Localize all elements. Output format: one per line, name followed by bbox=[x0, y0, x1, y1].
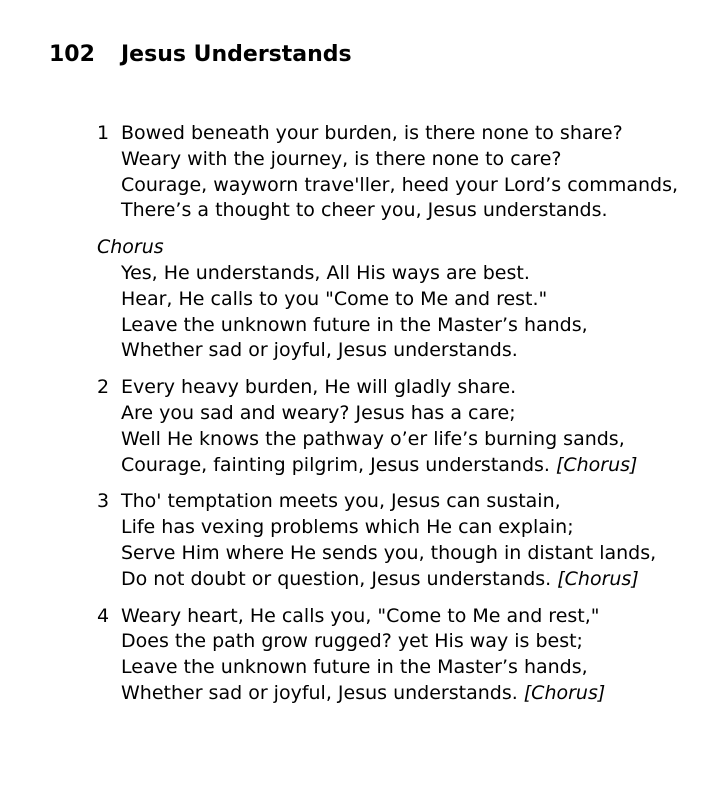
verse-line-text: Courage, wayworn trave'ller, heed your Lord’s commands, bbox=[121, 173, 679, 196]
chorus-reference: [Chorus] bbox=[555, 453, 638, 476]
verse-line-text: Courage, fainting pilgrim, Jesus understands. bbox=[121, 453, 550, 476]
verse-line bbox=[97, 453, 709, 479]
verse-line-text: There’s a thought to cheer you, Jesus understands. bbox=[121, 199, 608, 222]
verse-number: 3 bbox=[97, 490, 110, 513]
chorus-reference: [Chorus] bbox=[523, 681, 606, 704]
verse-line-text: Bowed beneath your burden, is there none to share? bbox=[121, 122, 623, 144]
chorus-line: Leave the unknown future in the Master’s hands, bbox=[121, 313, 588, 336]
verse-line bbox=[97, 541, 709, 567]
verse-number: 2 bbox=[97, 376, 110, 399]
verse-line bbox=[97, 629, 709, 655]
verse-1 bbox=[97, 121, 709, 224]
verse-line bbox=[97, 427, 709, 453]
verse-line bbox=[97, 198, 709, 224]
verse-line-text: Serve Him where He sends you, though in distant lands, bbox=[121, 541, 657, 564]
hymn-title: Jesus Understands bbox=[121, 42, 352, 67]
verse-line bbox=[97, 655, 709, 681]
verse-line bbox=[97, 681, 709, 707]
verse-line bbox=[97, 401, 709, 427]
verse-line bbox=[97, 515, 709, 541]
verse-line-text: Do not doubt or question, Jesus understands. bbox=[121, 567, 552, 590]
verse-line bbox=[97, 567, 709, 593]
hymn-header bbox=[49, 40, 352, 70]
verse-line-text: Weary heart, He calls you, "Come to Me and rest," bbox=[121, 604, 600, 627]
verse-line-text: Weary with the journey, is there none to care? bbox=[121, 147, 562, 170]
chorus bbox=[97, 235, 709, 364]
hymn-number: 102 bbox=[49, 42, 95, 67]
verse-line-text: Life has vexing problems which He can explain; bbox=[121, 516, 574, 539]
chorus-line: Hear, He calls to you "Come to Me and rest." bbox=[121, 287, 548, 310]
verse-number: 4 bbox=[97, 604, 110, 627]
verse-3 bbox=[97, 489, 709, 592]
chorus-line: Whether sad or joyful, Jesus understands. bbox=[121, 339, 518, 362]
verse-line-text: Whether sad or joyful, Jesus understands. bbox=[121, 681, 518, 704]
chorus-label: Chorus bbox=[97, 236, 164, 259]
verse-4 bbox=[97, 604, 709, 707]
verse-line bbox=[97, 147, 709, 173]
verse-number: 1 bbox=[97, 122, 110, 144]
verse-line-text: Are you sad and weary? Jesus has a care; bbox=[121, 401, 516, 424]
verse-line bbox=[97, 121, 709, 147]
verse-line-text: Every heavy burden, He will gladly share. bbox=[121, 376, 517, 399]
verse-line-text: Does the path grow rugged? yet His way is best; bbox=[121, 630, 583, 653]
verse-line bbox=[97, 173, 709, 199]
verse-line-text: Tho' temptation meets you, Jesus can sustain, bbox=[121, 490, 561, 513]
verse-2 bbox=[97, 375, 709, 478]
chorus-line: Yes, He understands, All His ways are best. bbox=[121, 261, 530, 284]
verse-line-text: Well He knows the pathway o’er life’s burning sands, bbox=[121, 427, 625, 450]
verse-line bbox=[97, 604, 709, 630]
chorus-reference: [Chorus] bbox=[557, 567, 639, 590]
verse-line bbox=[97, 489, 709, 515]
verse-line-text: Leave the unknown future in the Master’s hands, bbox=[121, 656, 588, 679]
hymn-body bbox=[97, 121, 709, 718]
verse-line bbox=[97, 375, 709, 401]
